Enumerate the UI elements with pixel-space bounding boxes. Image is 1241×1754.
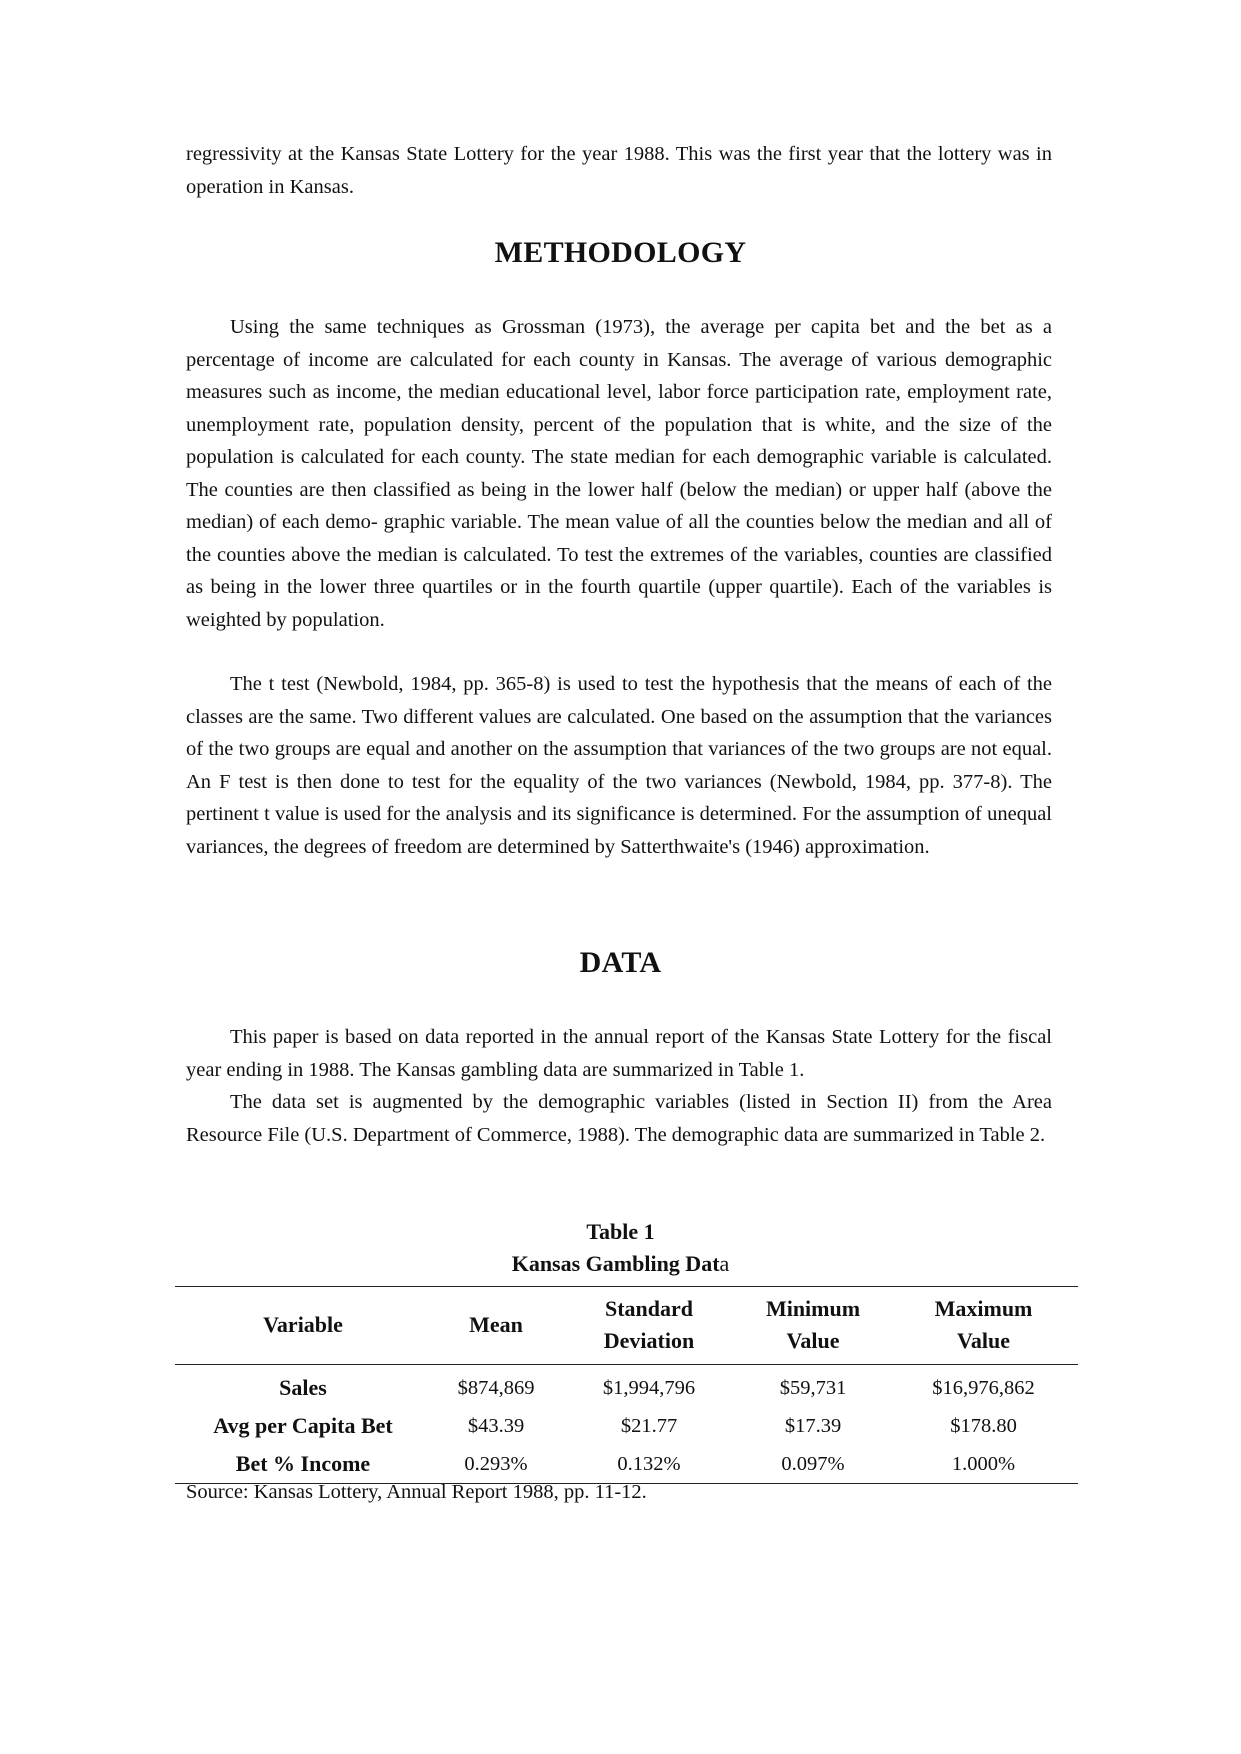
row-mean: $43.39 xyxy=(467,1414,525,1437)
intro-continuation-paragraph: regressivity at the Kansas State Lottery for the year 1988. This was the first year that the lottery was in operation in Kansas. xyxy=(186,143,1052,198)
row-std: $21.77 xyxy=(620,1414,678,1437)
table-header-row xyxy=(175,1287,1078,1365)
table-label: Table 1 xyxy=(586,1219,655,1244)
table-title xyxy=(0,1248,1241,1280)
row-min: $59,731 xyxy=(779,1376,847,1399)
table-title-tail: a xyxy=(719,1251,730,1276)
row-min: 0.097% xyxy=(781,1452,845,1475)
header-minimum-value: Minimum Value xyxy=(765,1296,861,1353)
kansas-gambling-table xyxy=(175,1286,1078,1484)
table-row xyxy=(175,1407,1078,1445)
data-paragraph-2: The data set is augmented by the demographic variables (listed in Section II) from the Area Resource File (U.S. Department of Commerce, 1988). The demographic data are summarized in Table 2. xyxy=(186,1091,1052,1146)
row-mean: 0.293% xyxy=(464,1452,528,1475)
row-variable: Avg per Capita Bet xyxy=(213,1413,393,1438)
row-max: 1.000% xyxy=(951,1452,1016,1475)
header-standard-deviation: Standard Deviation xyxy=(603,1296,695,1353)
row-max: $16,976,862 xyxy=(932,1376,1035,1399)
header-variable: Variable xyxy=(263,1312,343,1337)
methodology-paragraph-2: The t test (Newbold, 1984, pp. 365-8) is used to test the hypothesis that the means of each of the classes are the same. Two different values are calculated. One based on the assumption that the variances of the two groups are equal and another on the assumption that variances of the two groups are not equal. An F test is then done to test for the equality of the two variances (Newbold, 1984, pp. 377-8). The pertinent t value is used for the analysis and its significance is determined. For the assumption of unequal variances, the degrees of freedom are determined by Satterthwaite's (1946) approximation. xyxy=(186,673,1052,858)
methodology-paragraph-1: Using the same techniques as Grossman (1973), the average per capita bet and the bet as a percentage of income are calculated for each county in Kansas. The average of various demographic measures such as income, the median educational level, labor force participation rate, employment rate, unemployment rate, population density, percent of the population that is white, and the size of the population is calculated for each county. The state median for each demographic variable is calculated. The counties are then classified as being in the lower half (below the median) or upper half (above the median) of each demo- graphic variable. The mean value of all the counties below the median and all of the counties above the median is calculated. To test the extremes of the variables, counties are classified as being in the lower three quartiles or in the fourth quartile (upper quartile). Each of the variables is weighted by population. xyxy=(186,316,1052,631)
row-std: 0.132% xyxy=(617,1452,681,1475)
row-variable: Sales xyxy=(279,1375,327,1400)
row-variable: Bet % Income xyxy=(235,1451,371,1476)
table-row xyxy=(175,1365,1078,1408)
row-max: $178.80 xyxy=(950,1414,1017,1437)
row-mean: $874,869 xyxy=(457,1376,535,1399)
methodology-heading: METHODOLOGY xyxy=(494,236,747,269)
header-maximum-value: Maximum Value xyxy=(934,1296,1033,1353)
table-row xyxy=(175,1445,1078,1484)
data-heading: DATA xyxy=(579,946,662,979)
header-mean: Mean xyxy=(469,1312,523,1337)
row-min: $17.39 xyxy=(784,1414,842,1437)
table-title-main: Kansas Gambling Dat xyxy=(511,1251,720,1276)
row-std: $1,994,796 xyxy=(602,1376,696,1399)
data-paragraph-1: This paper is based on data reported in the annual report of the Kansas State Lottery for the fiscal year ending in 1988. The Kansas gambling data are summarized in Table 1. xyxy=(186,1026,1052,1081)
table-source-note: Source: Kansas Lottery, Annual Report 1988, pp. 11-12. xyxy=(186,1481,647,1503)
